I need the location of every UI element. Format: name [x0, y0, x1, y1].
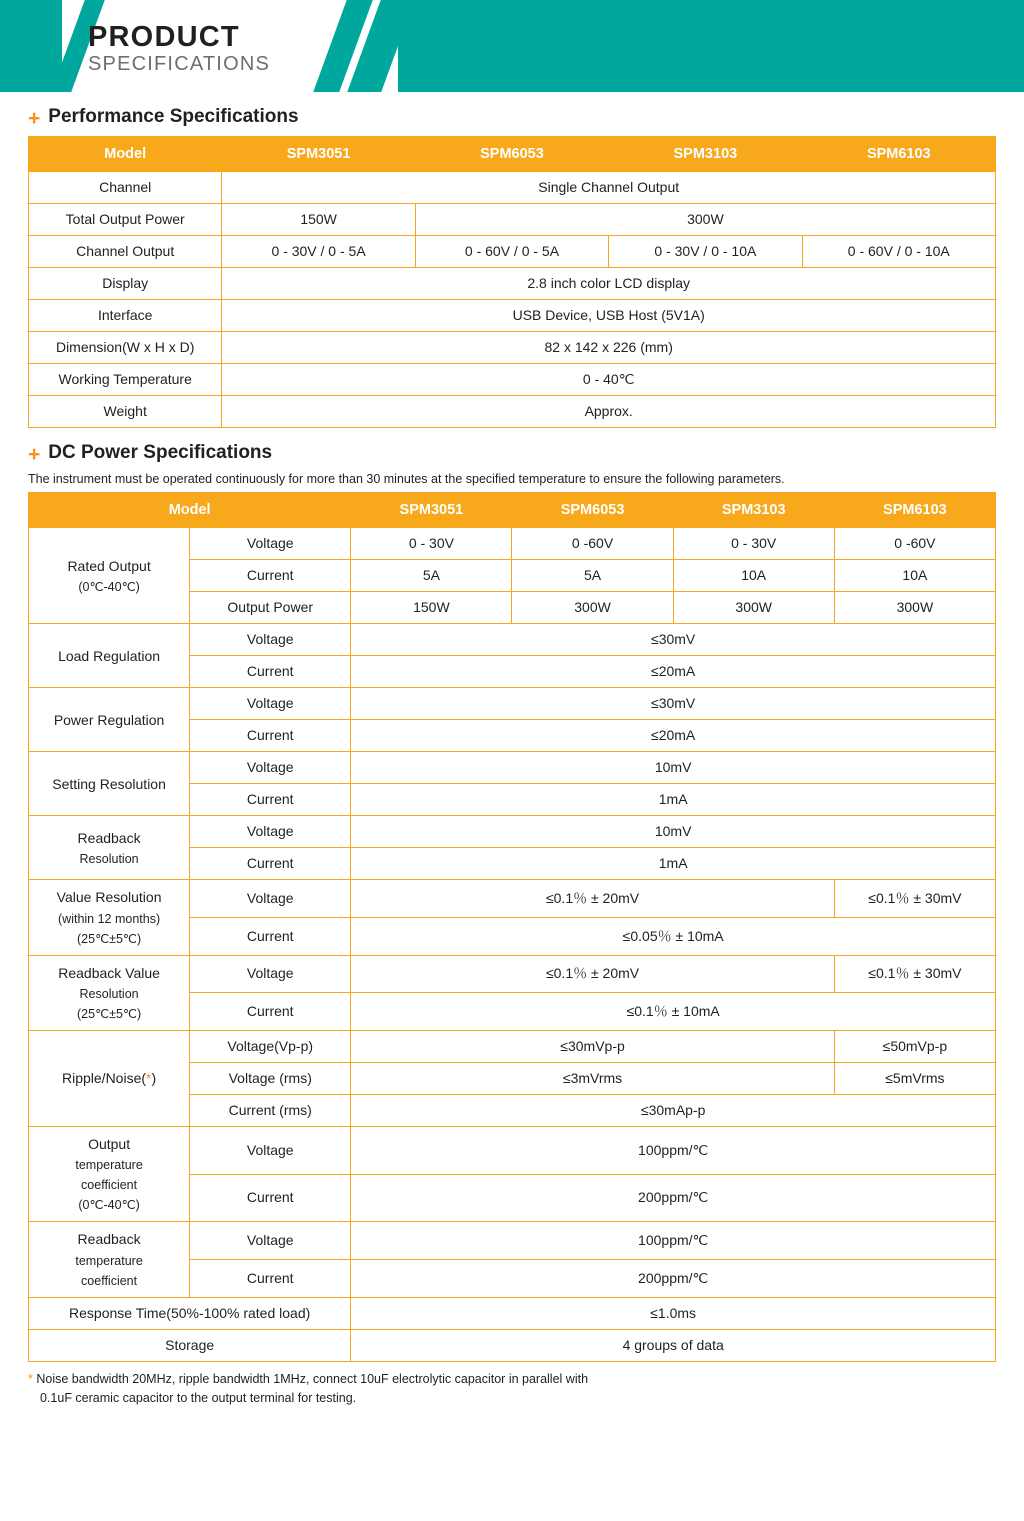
banner-teal-block-right	[398, 0, 1024, 92]
row-label: Dimension(W x H x D)	[29, 332, 222, 364]
table-cell: 2.8 inch color LCD display	[222, 268, 996, 300]
row-sub-label: Current (rms)	[190, 1095, 351, 1127]
performance-col-spm6103: SPM6103	[802, 137, 995, 172]
plus-icon: +	[28, 442, 41, 466]
banner-title-line2: SPECIFICATIONS	[88, 53, 271, 75]
table-cell: Single Channel Output	[222, 172, 996, 204]
row-label: Channel Output	[29, 236, 222, 268]
row-sub-label: Voltage (rms)	[190, 1063, 351, 1095]
table-cell: ≤30mV	[351, 624, 996, 656]
dcpower-header-row	[29, 493, 996, 528]
row-sub-label: Voltage	[190, 688, 351, 720]
table-row	[29, 1031, 996, 1063]
dcpower-col-spm6053: SPM6053	[512, 493, 673, 528]
section-title-dcpower: DC Power Specifications	[48, 442, 273, 464]
row-group-label: Setting Resolution	[29, 752, 190, 816]
row-label: Weight	[29, 396, 222, 428]
table-row	[29, 332, 996, 364]
row-label: Response Time(50%-100% rated load)	[29, 1297, 351, 1329]
performance-col-model: Model	[29, 137, 222, 172]
footnote-line-1: Noise bandwidth 20MHz, ripple bandwidth 1MHz, connect 10uF electrolytic capacitor in parallel with	[36, 1371, 589, 1386]
table-row	[29, 624, 996, 656]
table-row	[29, 816, 996, 848]
dcpower-footnote	[28, 1370, 1024, 1409]
table-cell: Approx.	[222, 396, 996, 428]
table-cell: 300W	[834, 592, 995, 624]
row-label: Interface	[29, 300, 222, 332]
table-cell: 0 - 40℃	[222, 364, 996, 396]
performance-col-spm3103: SPM3103	[609, 137, 802, 172]
table-cell: 300W	[673, 592, 834, 624]
table-cell: 10mV	[351, 752, 996, 784]
table-row	[29, 236, 996, 268]
row-label: Storage	[29, 1329, 351, 1361]
banner-teal-block-left	[0, 0, 62, 92]
dcpower-col-spm3051: SPM3051	[351, 493, 512, 528]
table-cell: ≤0.1％ ± 30mV	[834, 880, 995, 918]
dcpower-col-spm3103: SPM3103	[673, 493, 834, 528]
performance-table-head	[29, 137, 996, 172]
dcpower-table-body	[29, 528, 996, 1362]
row-label: Total Output Power	[29, 204, 222, 236]
row-sub-label: Voltage	[190, 880, 351, 918]
row-sub-label: Current	[190, 656, 351, 688]
row-group-label: Readback Value Resolution (25℃±5℃)	[29, 955, 190, 1030]
dc-power-specifications-table	[28, 492, 996, 1362]
table-cell: 0 - 60V / 0 - 10A	[802, 236, 995, 268]
table-cell: ≤0.1％ ± 20mV	[351, 955, 834, 993]
table-cell: ≤20mA	[351, 656, 996, 688]
table-cell: 100ppm/℃	[351, 1127, 996, 1175]
row-label: Working Temperature	[29, 364, 222, 396]
table-row	[29, 1297, 996, 1329]
performance-specifications-table	[28, 136, 996, 428]
table-row	[29, 172, 996, 204]
table-cell: 10A	[673, 560, 834, 592]
table-row	[29, 204, 996, 236]
table-cell: 150W	[351, 592, 512, 624]
plus-icon: +	[28, 106, 41, 130]
table-row	[29, 396, 996, 428]
row-group-label: Readback temperature coefficient	[29, 1222, 190, 1297]
table-cell: 0 -60V	[512, 528, 673, 560]
table-cell: ≤0.1％ ± 10mA	[351, 993, 996, 1031]
table-cell: 0 - 30V	[351, 528, 512, 560]
table-cell: 82 x 142 x 226 (mm)	[222, 332, 996, 364]
row-label: Display	[29, 268, 222, 300]
page-banner	[0, 0, 1024, 92]
banner-title-line1: PRODUCT	[88, 21, 240, 53]
table-row	[29, 752, 996, 784]
table-row	[29, 1127, 996, 1175]
table-row	[29, 1329, 996, 1361]
table-cell: 0 - 30V	[673, 528, 834, 560]
dcpower-col-spm6103: SPM6103	[834, 493, 995, 528]
table-cell: ≤5mVrms	[834, 1063, 995, 1095]
table-cell: 200ppm/℃	[351, 1260, 996, 1298]
row-sub-label: Current	[190, 848, 351, 880]
row-sub-label: Voltage	[190, 624, 351, 656]
row-sub-label: Output Power	[190, 592, 351, 624]
row-sub-label: Current	[190, 917, 351, 955]
row-group-label: Rated Output (0℃-40℃)	[29, 528, 190, 624]
table-row	[29, 528, 996, 560]
row-group-label: Ripple/Noise(*)	[29, 1031, 190, 1127]
row-sub-label: Voltage	[190, 752, 351, 784]
row-sub-label: Voltage	[190, 1127, 351, 1175]
row-sub-label: Current	[190, 1260, 351, 1298]
table-row	[29, 300, 996, 332]
dcpower-col-model: Model	[29, 493, 351, 528]
section-heading-dcpower	[28, 442, 1024, 464]
table-cell: ≤3mVrms	[351, 1063, 834, 1095]
table-cell: 10mV	[351, 816, 996, 848]
performance-col-spm6053: SPM6053	[415, 137, 608, 172]
table-row	[29, 364, 996, 396]
table-cell: ≤30mVp-p	[351, 1031, 834, 1063]
row-sub-label: Current	[190, 560, 351, 592]
table-row	[29, 1222, 996, 1260]
table-cell: ≤20mA	[351, 720, 996, 752]
table-row	[29, 688, 996, 720]
table-cell: 150W	[222, 204, 415, 236]
row-sub-label: Voltage	[190, 955, 351, 993]
row-group-label: Load Regulation	[29, 624, 190, 688]
asterisk-icon: *	[28, 1371, 33, 1386]
table-cell: 1mA	[351, 848, 996, 880]
row-label: Channel	[29, 172, 222, 204]
table-cell: 0 - 30V / 0 - 10A	[609, 236, 802, 268]
row-group-label: Power Regulation	[29, 688, 190, 752]
dcpower-table-head	[29, 493, 996, 528]
table-cell: 0 - 30V / 0 - 5A	[222, 236, 415, 268]
table-cell: 0 -60V	[834, 528, 995, 560]
row-sub-label: Voltage	[190, 816, 351, 848]
performance-table-body	[29, 172, 996, 428]
table-cell: 0 - 60V / 0 - 5A	[415, 236, 608, 268]
row-group-label: Readback Resolution	[29, 816, 190, 880]
table-cell: 1mA	[351, 784, 996, 816]
row-sub-label: Current	[190, 720, 351, 752]
table-cell: ≤0.1％ ± 20mV	[351, 880, 834, 918]
table-cell: 300W	[512, 592, 673, 624]
table-cell: USB Device, USB Host (5V1A)	[222, 300, 996, 332]
table-cell: 200ppm/℃	[351, 1174, 996, 1222]
table-cell: ≤50mVp-p	[834, 1031, 995, 1063]
row-sub-label: Voltage(Vp-p)	[190, 1031, 351, 1063]
row-sub-label: Voltage	[190, 528, 351, 560]
section-heading-performance	[28, 106, 1024, 128]
row-sub-label: Current	[190, 993, 351, 1031]
row-group-label: Output temperature coefficient (0℃-40℃)	[29, 1127, 190, 1222]
table-cell: ≤30mAp-p	[351, 1095, 996, 1127]
table-row	[29, 880, 996, 918]
table-cell: ≤1.0ms	[351, 1297, 996, 1329]
footnote-line-2: 0.1uF ceramic capacitor to the output terminal for testing.	[40, 1391, 357, 1406]
table-cell: 10A	[834, 560, 995, 592]
table-cell: 5A	[351, 560, 512, 592]
table-cell: 4 groups of data	[351, 1329, 996, 1361]
section-title-performance: Performance Specifications	[48, 106, 299, 127]
banner-title	[88, 22, 270, 75]
table-cell: 100ppm/℃	[351, 1222, 996, 1260]
table-cell: 300W	[415, 204, 995, 236]
dcpower-note: The instrument must be operated continuously for more than 30 minutes at the specified temperature to ensure the following parameters.	[28, 472, 785, 487]
row-group-label: Value Resolution (within 12 months) (25℃±5℃)	[29, 880, 190, 955]
table-row	[29, 268, 996, 300]
table-cell: ≤0.1％ ± 30mV	[834, 955, 995, 993]
row-sub-label: Voltage	[190, 1222, 351, 1260]
performance-col-spm3051: SPM3051	[222, 137, 415, 172]
row-sub-label: Current	[190, 784, 351, 816]
table-row	[29, 955, 996, 993]
row-sub-label: Current	[190, 1174, 351, 1222]
performance-header-row	[29, 137, 996, 172]
table-cell: ≤30mV	[351, 688, 996, 720]
table-cell: 5A	[512, 560, 673, 592]
table-cell: ≤0.05％ ± 10mA	[351, 917, 996, 955]
